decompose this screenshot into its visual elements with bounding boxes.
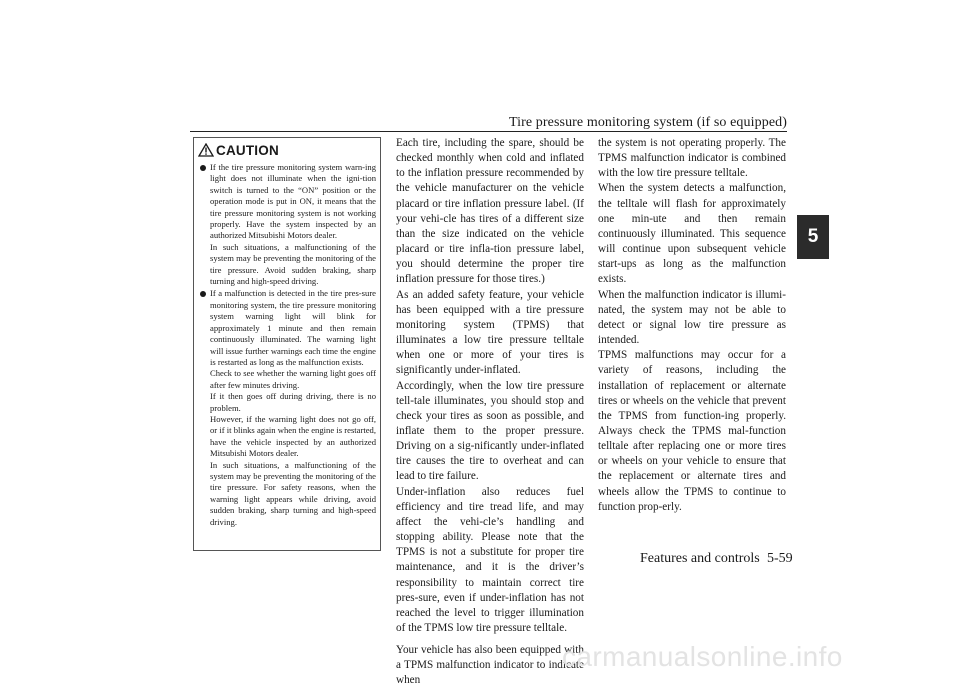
footer-page-number: 5-59 <box>767 551 793 566</box>
caution-item <box>198 162 376 287</box>
bullet-icon <box>200 165 206 171</box>
body-paragraph: Accordingly, when the low tire pressure tell-tale illuminates, you should stop and check your tires as soon as possible, and inflate them to the proper pressure. Driving on a sig-nificantly under-inflated tire causes the tire to overheat and can lead to tire failure. <box>396 379 584 483</box>
caution-title: CAUTION <box>216 142 279 158</box>
caution-box <box>193 137 381 551</box>
body-paragraph: TPMS malfunctions may occur for a variety of reasons, including the installation of replacement or alternate tires or wheels on the vehicle that prevent the TPMS from function-ing properly. Always check the TPMS mal-function telltale after replacing one or more tires or wheels on your vehicle to ensure that the replacement or alternate tires and wheels allow the TPMS to continue to function prop-erly. <box>598 349 786 513</box>
body-paragraph: Under-inflation also reduces fuel efficiency and tire tread life, and may affect the vehi-cle’s handling and stopping ability. Please note that the TPMS is not a substitute for proper tire maintenance, and it is the driver’s responsibility to maintain correct tire pres-sure, even if under-inflation has not reached the level to trigger illumination of the TPMS low tire pressure telltale. <box>396 485 584 634</box>
caution-text: In such situations, a malfunctioning of the system may be preventing the monitoring of the tire pressure. For safety reasons, when the warning light appears while driving, avoid sudden braking, sharp turning and high-speed driving. <box>210 459 376 527</box>
footer-section-name: Features and controls <box>640 551 760 566</box>
caution-text: If the tire pressure monitoring system warn-ing light does not illuminate when the igni-tion switch is turned to the “ON” position or the operation mode is put in ON, it means that the tire pressure monitoring system is not working properly. Have the system inspected by an authorized Mitsubishi Motors dealer. <box>210 162 376 241</box>
caution-heading <box>198 142 376 158</box>
watermark: carmanualsonline.info <box>562 641 843 672</box>
body-column-right <box>598 136 786 515</box>
caution-text: In such situations, a malfunctioning of the system may be preventing the monitoring of the tire pressure. Avoid sudden braking, sharp turning and high-speed driving. <box>210 241 376 287</box>
bullet-icon <box>200 291 206 297</box>
body-paragraph: Each tire, including the spare, should be checked monthly when cold and inflated to the inflation pressure recommended by the vehicle manufacturer on the vehicle placard or tire inflation pressure label. (If your vehi-cle has tires of a different size than the size indicated on the vehicle placard or tire infla-tion pressure label, you should determine the proper tire inflation pressure for those tires.) <box>396 137 584 286</box>
body-column-middle <box>396 136 584 689</box>
caution-text: Check to see whether the warning light goes off after few minutes driving. <box>210 368 376 390</box>
chapter-tab: 5 <box>797 215 829 259</box>
caution-text: If it then goes off during driving, there is no problem. <box>210 391 376 413</box>
page-header-title: Tire pressure monitoring system (if so equipped) <box>508 115 787 130</box>
caution-text: If a malfunction is detected in the tire pres-sure monitoring system, the tire pressure monitoring system warning light will blink for approximately 1 minute and then remain continuously illuminated. The warning light will issue further warnings each time the engine is restarted as long as the malfunction exists. <box>210 288 376 367</box>
caution-item <box>198 288 376 528</box>
warning-triangle-icon <box>198 143 214 157</box>
body-paragraph: When the system detects a malfunction, the telltale will flash for approximately one min-ute and then remain continuously illuminated. This sequence will continue upon subsequent vehicle start-ups as long as the malfunction exists. <box>598 182 786 286</box>
body-paragraph: the system is not operating properly. The TPMS malfunction indicator is combined with the low tire pressure telltale. <box>598 137 786 180</box>
caution-text: However, if the warning light does not go off, or if it blinks again when the engine is restarted, have the vehicle inspected by an authorized Mitsubishi Motors dealer. <box>210 413 376 459</box>
body-paragraph: Your vehicle has also been equipped with a TPMS malfunction indicator to indicate when <box>396 644 584 687</box>
header-rule <box>190 131 787 132</box>
body-paragraph: As an added safety feature, your vehicle has been equipped with a tire pressure monitoring system (TPMS) that illuminates a low tire pressure telltale when one or more of your tires is significantly under-inflated. <box>396 288 584 377</box>
body-paragraph: When the malfunction indicator is illumi-nated, the system may not be able to detect or signal low tire pressure as intended. <box>598 288 786 347</box>
